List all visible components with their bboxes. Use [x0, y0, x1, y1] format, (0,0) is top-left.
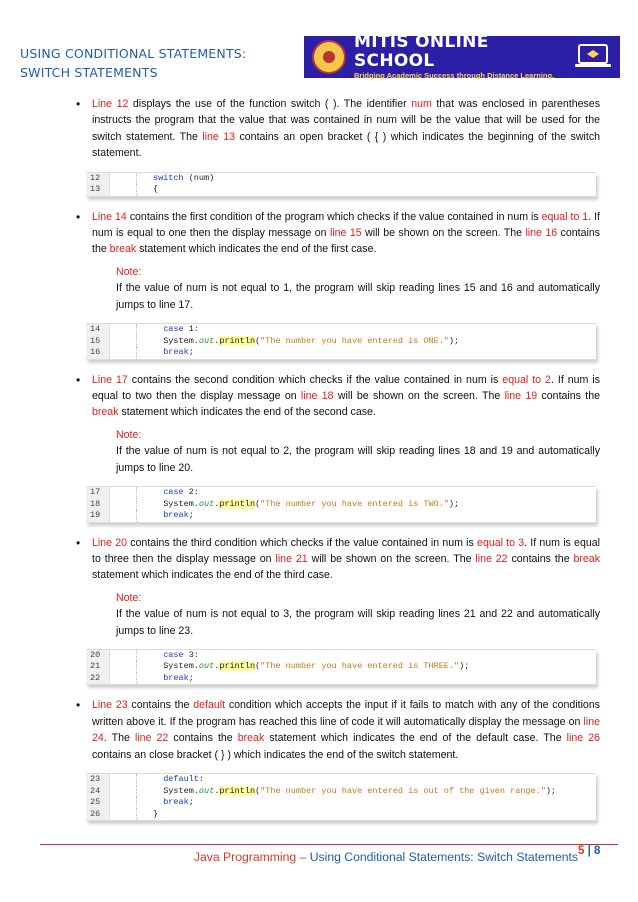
code-token: . — [214, 661, 220, 672]
code-source — [137, 347, 194, 359]
code-line — [86, 499, 596, 511]
code-gutter — [110, 661, 137, 673]
code-token: System. — [163, 335, 199, 346]
paragraph-text: contains the — [507, 552, 574, 565]
banner-text — [354, 33, 572, 81]
code-snippet — [86, 172, 596, 197]
e-learning-laptop-icon — [572, 40, 614, 74]
code-source — [137, 774, 204, 786]
paragraph-text: statement which indicates the end of the first case. — [136, 243, 377, 256]
code-gutter — [110, 487, 137, 499]
code-line — [86, 487, 596, 499]
code-line — [86, 347, 596, 359]
code-source — [137, 650, 199, 662]
paragraph-text: contains an open bracket ( { ) which indicates the beginning of the switch statement. — [92, 130, 601, 160]
school-seal-icon — [312, 40, 346, 74]
line-number: 22 — [86, 673, 110, 685]
code-token: ; — [188, 672, 194, 683]
paragraph-text: contains an close bracket ( } ) which indicates the end of the switch statement. — [92, 748, 459, 761]
line-number: 21 — [86, 661, 110, 673]
code-token: ); — [448, 335, 460, 346]
code-line — [86, 797, 596, 809]
code-line — [86, 324, 596, 336]
code-token: println — [219, 661, 256, 672]
code-token: ); — [545, 785, 557, 796]
code-gutter — [110, 673, 137, 685]
code-token: System. — [163, 498, 199, 509]
highlighted-term: line 13 — [202, 130, 236, 143]
highlighted-term: Line 17 — [92, 373, 128, 386]
code-snippet — [86, 649, 596, 686]
code-line — [86, 184, 596, 196]
highlighted-term: line 24 — [92, 715, 600, 745]
code-token: ; — [188, 510, 194, 520]
code-token: "The number you have entered is ONE." — [260, 335, 449, 346]
highlighted-term: line 26 — [566, 732, 601, 745]
line-number: 12 — [86, 173, 110, 185]
title-line-2: SWITCH STATEMENTS — [20, 65, 158, 80]
line-number: 20 — [86, 650, 110, 662]
footer-separator: – — [296, 850, 310, 864]
school-tagline: Bridging Academic Success through Distance Learning. — [354, 71, 555, 80]
highlighted-term: Line 12 — [92, 98, 129, 110]
line-number: 24 — [86, 786, 110, 798]
line-number: 13 — [86, 184, 110, 196]
page-number — [578, 845, 600, 857]
document-title — [20, 44, 246, 82]
highlighted-term: line 16 — [525, 227, 558, 240]
code-token: break — [163, 347, 189, 358]
code-source — [137, 487, 199, 499]
paragraph-text: contains the — [92, 227, 601, 256]
code-token: (num) — [183, 172, 215, 183]
code-source — [137, 786, 556, 798]
bullet-paragraph — [76, 209, 600, 258]
code-token: "The number you have entered is THREE." — [260, 661, 460, 672]
code-token: case — [163, 324, 184, 335]
code-gutter — [110, 650, 137, 662]
paragraph-text: statement which indicates the end of the third case. — [92, 569, 333, 582]
line-number: 15 — [86, 336, 110, 348]
code-token: println — [219, 498, 256, 509]
code-token: break — [163, 672, 189, 683]
paragraph-text: statement which indicates the end of the second case. — [118, 406, 376, 419]
line-number: 17 — [86, 487, 110, 499]
code-token: 1: — [183, 324, 199, 335]
code-source — [137, 673, 194, 685]
code-token: . — [214, 498, 220, 509]
code-token: ); — [448, 498, 460, 509]
line-number: 16 — [86, 347, 110, 359]
paragraph-text: contains the first condition of the program which checks if the value contained in num is — [126, 210, 542, 223]
highlighted-term: equal to 1 — [541, 210, 589, 223]
note-label: Note: — [116, 591, 142, 604]
bullet-paragraph — [76, 372, 600, 421]
code-token: case — [163, 649, 184, 660]
highlighted-term: Line 20 — [92, 536, 128, 549]
code-token: ; — [188, 797, 194, 808]
note-block — [116, 264, 600, 313]
paragraph-text: will be shown on the screen. The — [307, 552, 476, 565]
code-token: 3: — [183, 649, 199, 660]
paragraph-text: will be shown on the screen. The — [333, 389, 505, 402]
code-snippet — [86, 773, 596, 821]
code-gutter — [110, 510, 137, 522]
code-gutter — [110, 774, 137, 786]
line-number: 25 — [86, 797, 110, 809]
highlighted-term: line 19 — [504, 389, 538, 402]
highlighted-term: line 22 — [475, 552, 508, 565]
highlighted-term: break — [92, 406, 119, 419]
code-token: switch — [153, 172, 184, 183]
highlighted-term: num — [411, 98, 432, 110]
code-token: : — [198, 774, 205, 785]
code-source — [137, 184, 158, 196]
code-line — [86, 336, 596, 348]
line-number: 18 — [86, 499, 110, 511]
paragraph-text: contains the — [537, 389, 601, 402]
code-gutter — [110, 797, 137, 809]
highlighted-term: Line 14 — [92, 210, 127, 223]
code-line — [86, 673, 596, 685]
code-token: "The number you have entered is TWO." — [260, 498, 449, 509]
code-line — [86, 650, 596, 662]
highlighted-term: break — [109, 243, 137, 256]
paragraph-text: condition which accepts the input if it fails to match with any of the conditions written above it. If the program has reached this line of code it will automatically display the message on — [92, 699, 601, 728]
code-line — [86, 661, 596, 673]
code-token: break — [163, 510, 189, 520]
code-token: out — [198, 785, 215, 796]
footer-course: Java Programming — [193, 850, 297, 864]
code-gutter — [110, 809, 137, 821]
code-gutter — [110, 347, 137, 359]
paragraph-text: contains the — [168, 732, 238, 745]
highlighted-term: break — [573, 552, 600, 565]
note-label: Note: — [116, 428, 142, 441]
code-line — [86, 173, 596, 185]
code-token: } — [153, 808, 159, 819]
paragraph-text: . If num is equal to three then the display message on — [92, 536, 600, 565]
code-token: out — [198, 498, 215, 509]
paragraph-text: . If num is equal to two then the display message on — [92, 373, 600, 402]
code-token: System. — [163, 661, 199, 672]
line-number: 19 — [86, 510, 110, 522]
code-token: ( — [255, 498, 261, 509]
highlighted-term: line 18 — [300, 389, 334, 402]
code-token: ( — [255, 785, 261, 796]
line-number: 23 — [86, 774, 110, 786]
code-source — [137, 510, 194, 522]
code-source — [137, 661, 469, 673]
school-name: MITIS ONLINE SCHOOL — [354, 32, 489, 71]
line-number: 26 — [86, 809, 110, 821]
highlighted-term: line 22 — [134, 732, 169, 745]
paragraph-text: . The — [103, 732, 135, 745]
bullet-paragraph — [76, 535, 600, 584]
page-total: 8 — [594, 845, 601, 857]
paragraph-text: statement which indicates the end of the default case. The — [264, 732, 567, 745]
code-source — [137, 173, 214, 185]
code-gutter — [110, 324, 137, 336]
paragraph-text: contains the third condition which checks if the value contained in num is — [127, 536, 478, 549]
code-line — [86, 786, 596, 798]
highlighted-term: Line 23 — [92, 699, 128, 712]
paragraph-text: contains the second condition which checks if the value contained in num is — [127, 373, 503, 386]
code-token: default — [163, 774, 199, 785]
school-banner — [304, 32, 620, 80]
code-line — [86, 774, 596, 786]
code-token: ); — [459, 661, 470, 672]
code-gutter — [110, 173, 137, 185]
code-token: break — [163, 797, 189, 808]
code-source — [137, 809, 158, 821]
code-token: . — [214, 785, 220, 796]
note-text: If the value of num is not equal to 2, the program will skip reading lines 18 and 19 and automatically jumps to line 20. — [116, 445, 600, 474]
code-token: { — [153, 184, 159, 195]
title-line-1: USING CONDITIONAL STATEMENTS: — [20, 46, 247, 61]
code-source — [137, 336, 459, 348]
code-token: ; — [188, 347, 194, 358]
highlighted-term: line 21 — [275, 552, 308, 565]
code-line — [86, 510, 596, 522]
code-token: 2: — [183, 487, 199, 497]
paragraph-text: contains the — [127, 699, 194, 712]
bullet-paragraph — [76, 96, 600, 162]
code-token: case — [163, 487, 184, 497]
note-block — [116, 427, 600, 476]
document-body — [76, 96, 600, 821]
page-current: 5 — [578, 845, 585, 857]
code-token: "The number you have entered is out of the given range." — [260, 785, 546, 796]
page-separator: | — [584, 845, 595, 857]
footer-topic: Using Conditional Statements: Switch Statements — [309, 850, 578, 864]
code-gutter — [110, 786, 137, 798]
paragraph-text: displays the use of the function switch ( ). The identifier — [128, 98, 412, 110]
code-snippet — [86, 486, 596, 523]
code-source — [137, 499, 459, 511]
code-token: ( — [255, 661, 261, 672]
paragraph-text: . If num is equal to one then the display message on — [92, 210, 600, 240]
code-gutter — [110, 499, 137, 511]
highlighted-term: line 15 — [329, 227, 362, 240]
code-token: out — [198, 661, 215, 672]
highlighted-term: break — [237, 732, 265, 745]
code-snippet — [86, 323, 596, 360]
note-block — [116, 590, 600, 639]
code-token: System. — [163, 785, 199, 796]
code-line — [86, 809, 596, 821]
code-gutter — [110, 184, 137, 196]
code-token: out — [198, 335, 215, 346]
note-text: If the value of num is not equal to 1, the program will skip reading lines 15 and 16 and automatically jumps to line 17. — [116, 282, 600, 311]
highlighted-term: default — [193, 699, 226, 712]
bullet-paragraph — [76, 697, 600, 763]
line-number: 14 — [86, 324, 110, 336]
note-text: If the value of num is not equal to 3, the program will skip reading lines 21 and 22 and automatically jumps to line 23. — [116, 608, 600, 637]
highlighted-term: equal to 3 — [477, 536, 525, 549]
code-token: println — [219, 785, 256, 796]
paragraph-text: that was enclosed in parentheses instructs the program that the value that was contained in num will be the value that will be used for the switch statement. The — [92, 98, 600, 143]
paragraph-text: will be shown on the screen. The — [361, 227, 526, 240]
highlighted-term: equal to 2 — [502, 373, 551, 386]
code-source — [137, 324, 199, 336]
footer-divider — [40, 844, 618, 845]
code-token: ( — [255, 335, 261, 346]
code-token: println — [219, 335, 256, 346]
page-footer — [0, 848, 578, 866]
note-label: Note: — [116, 265, 142, 278]
code-gutter — [110, 336, 137, 348]
code-source — [137, 797, 194, 809]
code-token: . — [214, 335, 220, 346]
